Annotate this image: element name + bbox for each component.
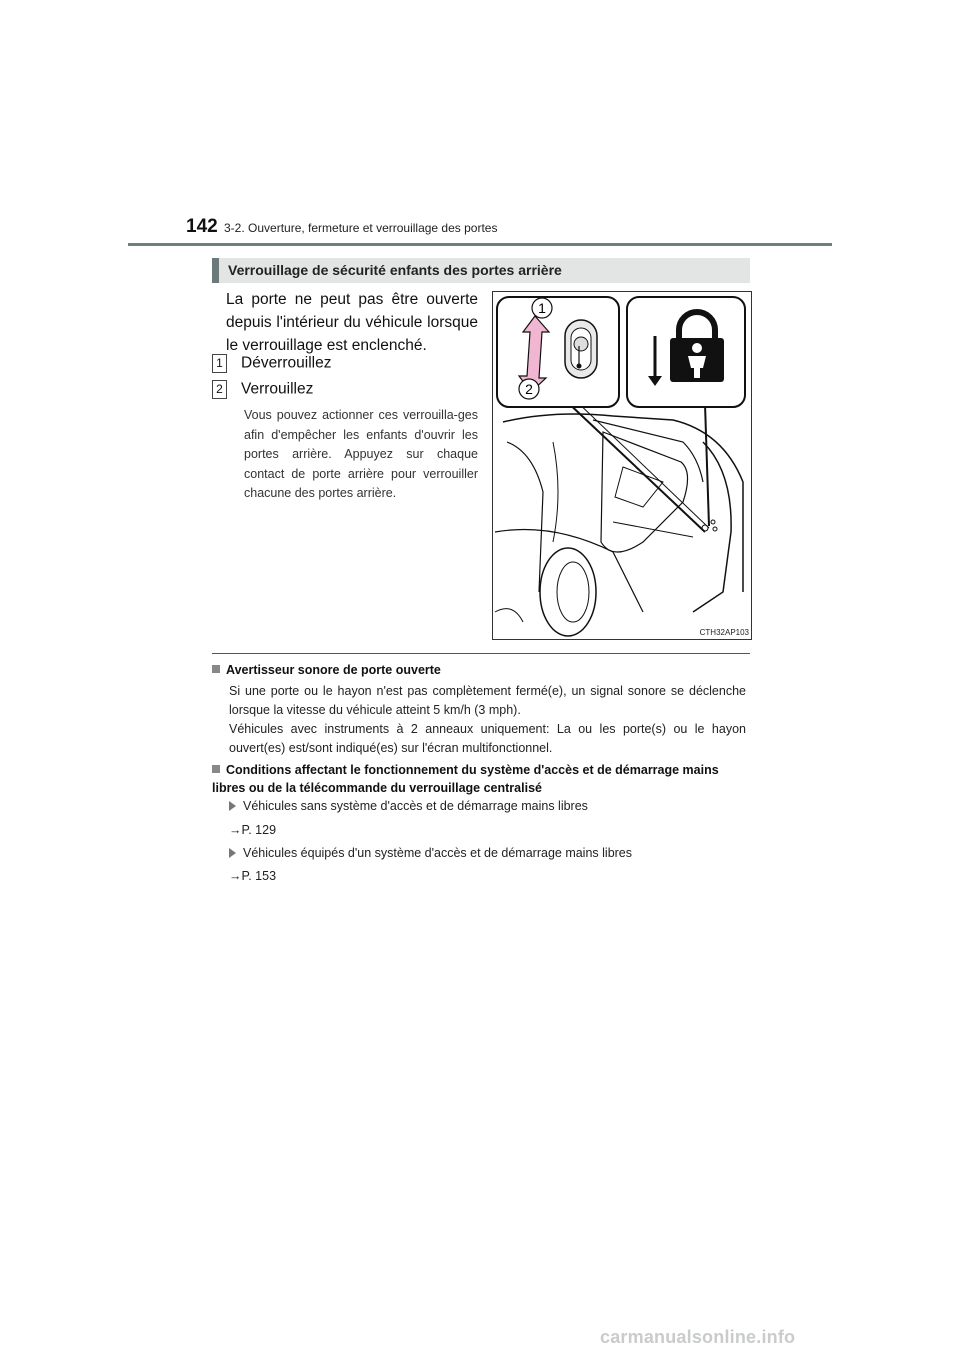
paragraph-multi-display: Véhicules avec instruments à 2 anneaux uniquement: La ou les porte(s) ou le hayon ouvert(es) est/sont indiqué(es) sur l'écran multifonctionnel.: [229, 722, 746, 755]
section-title: Verrouillage de sécurité enfants des portes arrière: [228, 262, 562, 278]
item-text: Véhicules équipés d'un système d'accès et de démarrage mains libres: [243, 846, 633, 860]
step-number: 1: [212, 354, 227, 373]
intro-text: La porte ne peut pas être ouverte depuis l'intérieur du véhicule lorsque le verrouillage est enclenché.: [226, 291, 478, 354]
heading-text: Avertisseur sonore de porte ouverte: [226, 663, 441, 677]
heading-door-open-buzzer: [212, 661, 750, 679]
callout-2: 2: [525, 381, 533, 397]
site-watermark: carmanualsonline.info: [600, 1327, 796, 1347]
section-divider: [212, 653, 750, 654]
callout-1: 1: [538, 300, 546, 316]
step-lock: [212, 380, 313, 399]
arrow-right-icon: [229, 848, 236, 858]
child-lock-illustration: [492, 291, 752, 640]
arrow-right-icon: [229, 801, 236, 811]
note-text: Vous pouvez actionner ces verrouilla-ges afin d'empêcher les enfants d'ouvrir les portes arrière. Appuyez sur chaque contact de porte arrière pour verrouiller chacune des portes arrière.: [244, 408, 478, 500]
figure-code: CTH32AP103: [699, 628, 749, 637]
item-with-smart-entry: [229, 846, 632, 860]
chapter-title: 3-2. Ouverture, fermeture et verrouillage des portes: [224, 221, 498, 235]
bullet-square-icon: [212, 665, 220, 673]
section-header: [212, 258, 750, 283]
page-number: 142: [186, 216, 218, 237]
door-illustration: [493, 292, 751, 639]
heading-text: Conditions affectant le fonctionnement du système d'accès et de démarrage mains libres ou de la télécommande du verrouillage centralisé: [212, 763, 719, 795]
page-ref-129[interactable]: →P. 129: [229, 823, 277, 837]
header-rule: [128, 243, 832, 246]
step-label: Déverrouillez: [241, 354, 332, 372]
step-label: Verrouillez: [241, 380, 314, 398]
section-accent: [212, 258, 219, 283]
paragraph-buzzer: Si une porte ou le hayon n'est pas complètement fermé(e), un signal sonore se déclenche lorsque la vitesse du véhicule atteint 5 km/h (3 mph).: [229, 684, 746, 717]
step-unlock: [212, 354, 331, 373]
page-ref-153[interactable]: →P. 153: [229, 869, 277, 883]
step-number: 2: [212, 380, 227, 399]
bullet-square-icon: [212, 765, 220, 773]
item-without-smart-entry: [229, 799, 588, 813]
item-text: Véhicules sans système d'accès et de démarrage mains libres: [243, 799, 588, 813]
heading-smart-entry-conditions: [212, 761, 750, 797]
